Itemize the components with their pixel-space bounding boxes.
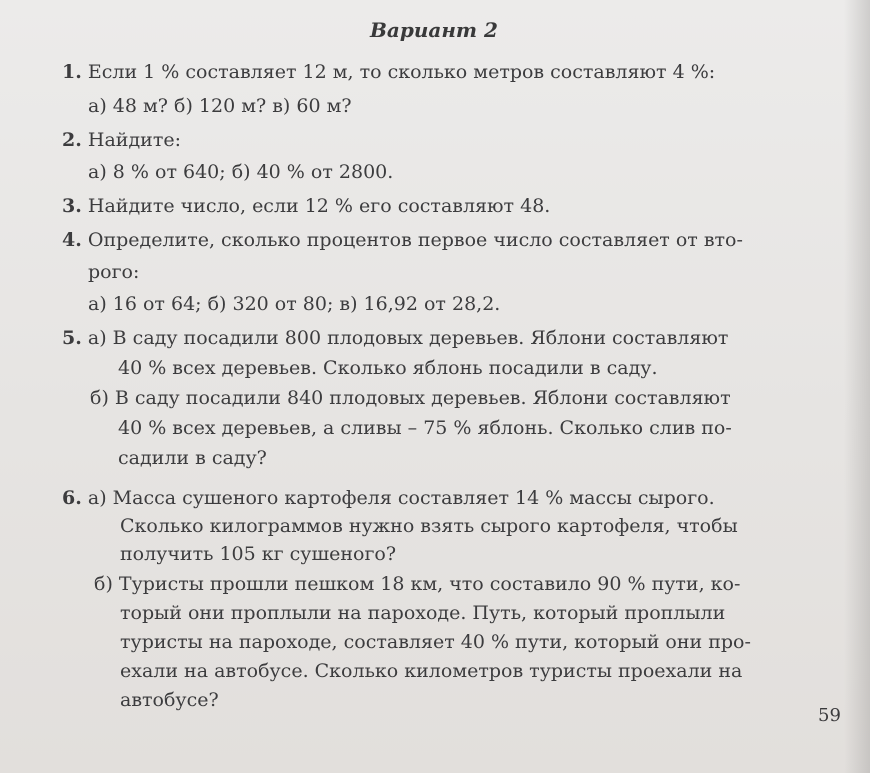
- problem-text: Найдите:: [87, 129, 181, 151]
- problem-6b-line: [94, 572, 740, 596]
- page-edge-shadow: [844, 0, 870, 773]
- problem-text: туристы на пароходе, составляет 40 % пути, который они про-: [120, 631, 751, 653]
- problem-text: садили в саду?: [118, 447, 267, 469]
- problem-5b-line: [90, 386, 731, 410]
- problem-number: 5.: [62, 327, 82, 349]
- problem-text: рого:: [88, 261, 140, 283]
- problem-text: 40 % всех деревьев, а сливы – 75 % яблонь. Сколько слив по-: [118, 417, 732, 439]
- problem-text: а) 16 от 64; б) 320 от 80; в) 16,92 от 28,2.: [88, 293, 501, 315]
- problem-6a-line: [62, 486, 715, 510]
- problem-text: торый они проплыли на пароходе. Путь, который проплыли: [120, 602, 726, 624]
- problem-2-options: [88, 160, 393, 184]
- problem-6b-continuation-3: [120, 659, 742, 683]
- problem-5b-end: [118, 446, 267, 470]
- problem-text: ехали на автобусе. Сколько километров туристы проехали на: [120, 660, 743, 682]
- problem-text: Если 1 % составляет 12 м, то сколько метров составляют 4 %:: [87, 61, 716, 83]
- problem-1-line: [62, 60, 715, 84]
- problem-text: автобусе?: [120, 689, 219, 711]
- problem-text: Найдите число, если 12 % его составляют 48.: [87, 195, 551, 217]
- problem-number: 3.: [62, 195, 82, 217]
- problem-6b-end: [120, 688, 219, 712]
- problem-6b-continuation-2: [120, 630, 751, 654]
- problem-number: 4.: [62, 229, 82, 251]
- problem-6a-continuation: [120, 514, 738, 538]
- problem-4-options: [88, 292, 500, 316]
- problem-5a-continuation: [118, 356, 658, 380]
- problem-text: Определите, сколько процентов первое число составляет от вто-: [87, 229, 743, 251]
- problem-5a-line: [62, 326, 728, 350]
- problem-text: Сколько килограммов нужно взять сырого картофеля, чтобы: [120, 515, 738, 537]
- problem-4-continuation: [88, 260, 139, 284]
- problem-number: 2.: [62, 129, 82, 151]
- problem-text: а) В саду посадили 800 плодовых деревьев. Яблони составляют: [87, 327, 729, 349]
- problem-6a-end: [120, 542, 396, 566]
- problem-text: б) В саду посадили 840 плодовых деревьев. Яблони составляют: [90, 387, 731, 409]
- problem-number: 1.: [62, 61, 82, 83]
- problem-text: а) 48 м? б) 120 м? в) 60 м?: [88, 95, 352, 117]
- problem-6b-continuation-1: [120, 601, 725, 625]
- problem-5b-continuation: [118, 416, 732, 440]
- problem-text: а) Масса сушеного картофеля составляет 14 % массы сырого.: [87, 487, 715, 509]
- problem-4-line: [62, 228, 743, 252]
- problem-number: 6.: [62, 487, 82, 509]
- variant-title: Вариант 2: [370, 18, 498, 42]
- problem-2-line: [62, 128, 181, 152]
- problem-1-options: [88, 94, 352, 118]
- problem-text: 40 % всех деревьев. Сколько яблонь посадили в саду.: [118, 357, 658, 379]
- problem-text: б) Туристы прошли пешком 18 км, что составило 90 % пути, ко-: [94, 573, 741, 595]
- problem-text: а) 8 % от 640; б) 40 % от 2800.: [88, 161, 394, 183]
- problem-text: получить 105 кг сушеного?: [120, 543, 397, 565]
- page-number: 59: [818, 705, 841, 726]
- problem-3-line: [62, 194, 550, 218]
